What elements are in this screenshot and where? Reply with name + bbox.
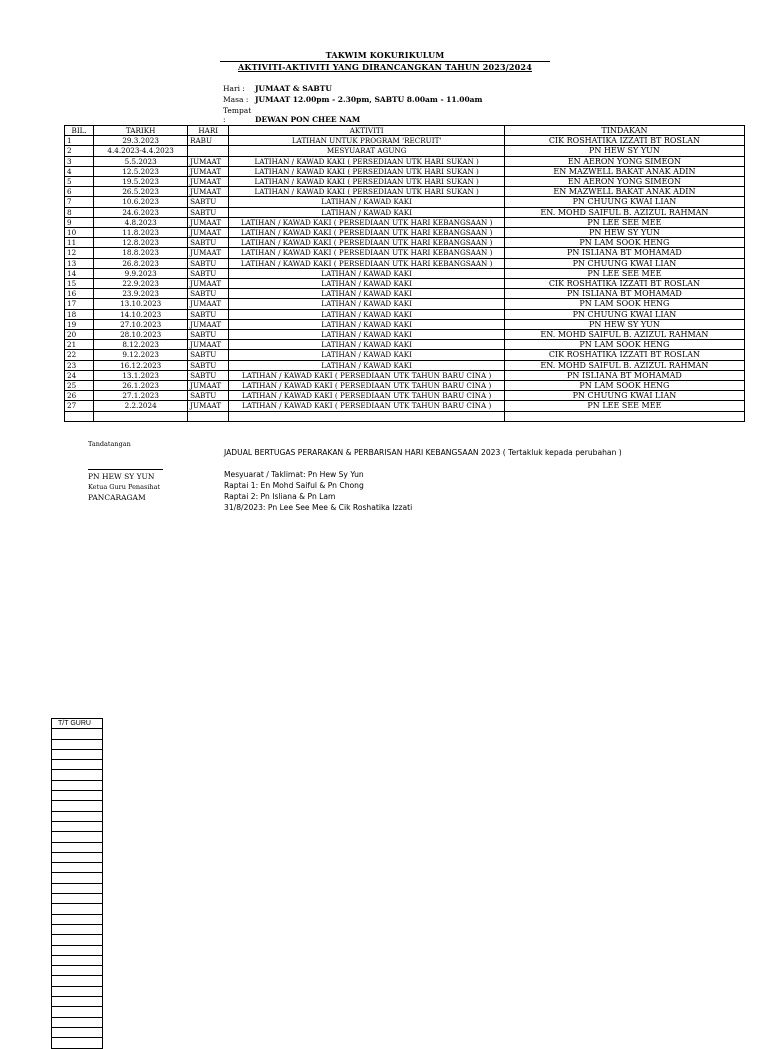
table-row	[65, 370, 745, 380]
tt-row	[52, 821, 103, 831]
cell-tarikh: 26.8.2023	[94, 258, 188, 268]
cell-hari: RABU	[188, 136, 229, 146]
table-row	[65, 146, 745, 156]
cell-tindakan: EN AERON YONG SIMEON	[504, 177, 744, 187]
cell-bil: 22	[65, 350, 94, 360]
cell-tindakan: PN HEW SY YUN	[504, 228, 744, 238]
info-masa-label: Masa :	[223, 95, 249, 104]
cell-hari: SABTU	[188, 238, 229, 248]
schedule-header-row	[65, 126, 745, 136]
tt-row	[52, 966, 103, 976]
cell-hari: JUMAAT	[188, 187, 229, 197]
tt-row	[52, 1038, 103, 1048]
tt-signature-cell[interactable]	[52, 945, 103, 955]
tt-signature-cell[interactable]	[52, 1027, 103, 1037]
cell-hari: SABTU	[188, 350, 229, 360]
cell-bil	[65, 411, 94, 421]
duty-roster-line: 31/8/2023: Pn Lee See Mee & Cik Roshatika Izzati	[224, 503, 413, 512]
cell-aktiviti: LATIHAN / KAWAD KAKI	[229, 268, 504, 278]
tt-signature-cell[interactable]	[52, 842, 103, 852]
cell-aktiviti: LATIHAN / KAWAD KAKI ( PERSEDIAAN UTK HARI KEBANGSAAN )	[229, 217, 504, 227]
cell-tarikh: 12.5.2023	[94, 166, 188, 176]
cell-tindakan: CIK ROSHATIKA IZZATI BT ROSLAN	[504, 136, 744, 146]
col-header-bil: BIL.	[65, 126, 94, 136]
tt-row	[52, 791, 103, 801]
table-row	[65, 136, 745, 146]
table-row	[65, 360, 745, 370]
tt-signature-cell[interactable]	[52, 780, 103, 790]
cell-hari: JUMAAT	[188, 279, 229, 289]
table-row	[65, 309, 745, 319]
tt-row	[52, 852, 103, 862]
table-row	[65, 177, 745, 187]
cell-tarikh: 9.9.2023	[94, 268, 188, 278]
tt-signature-cell[interactable]	[52, 729, 103, 739]
tt-signature-cell[interactable]	[52, 770, 103, 780]
tt-signature-cell[interactable]	[52, 852, 103, 862]
cell-bil: 4	[65, 166, 94, 176]
cell-bil: 19	[65, 319, 94, 329]
cell-tindakan: EN MAZWELL BAKAT ANAK ADIN	[504, 166, 744, 176]
tt-signature-cell[interactable]	[52, 966, 103, 976]
tt-row	[52, 811, 103, 821]
tt-header-row	[52, 719, 103, 729]
schedule-table	[64, 125, 745, 422]
cell-tarikh: 23.9.2023	[94, 289, 188, 299]
cell-aktiviti: LATIHAN / KAWAD KAKI ( PERSEDIAAN UTK HARI KEBANGSAAN )	[229, 248, 504, 258]
tt-row	[52, 863, 103, 873]
duty-roster-heading: JADUAL BERTUGAS PERARAKAN & PERBARISAN HARI KEBANGSAAN 2023 ( Tertakluk kepada perubahan )	[224, 448, 622, 457]
cell-tindakan: PN LAM SOOK HENG	[504, 238, 744, 248]
cell-hari: JUMAAT	[188, 177, 229, 187]
tt-signature-cell[interactable]	[52, 832, 103, 842]
tt-signature-cell[interactable]	[52, 997, 103, 1007]
cell-bil: 27	[65, 401, 94, 411]
cell-hari: SABTU	[188, 360, 229, 370]
table-row	[65, 299, 745, 309]
cell-tindakan: PN HEW SY YUN	[504, 319, 744, 329]
table-row	[65, 217, 745, 227]
cell-tarikh: 10.6.2023	[94, 197, 188, 207]
signature-role: Ketua Guru Penasihat	[88, 483, 161, 491]
cell-aktiviti: LATIHAN / KAWAD KAKI	[229, 279, 504, 289]
tt-row	[52, 770, 103, 780]
cell-bil: 3	[65, 156, 94, 166]
cell-aktiviti: LATIHAN / KAWAD KAKI ( PERSEDIAAN UTK TAHUN BARU CINA )	[229, 401, 504, 411]
tt-signature-cell[interactable]	[52, 791, 103, 801]
tt-signature-cell[interactable]	[52, 760, 103, 770]
cell-aktiviti: LATIHAN / KAWAD KAKI	[229, 299, 504, 309]
signature-unit: PANCARAGAM	[88, 493, 146, 502]
tt-row	[52, 760, 103, 770]
cell-tarikh: 26.1.2023	[94, 381, 188, 391]
table-row	[65, 228, 745, 238]
cell-tarikh: 13.10.2023	[94, 299, 188, 309]
signature-name: PN HEW SY YUN	[88, 472, 155, 481]
table-row	[65, 411, 745, 421]
cell-hari: JUMAAT	[188, 401, 229, 411]
cell-tindakan: CIK ROSHATIKA IZZATI BT ROSLAN	[504, 279, 744, 289]
cell-aktiviti: LATIHAN / KAWAD KAKI ( PERSEDIAAN UTK HARI SUKAN )	[229, 177, 504, 187]
cell-hari: JUMAAT	[188, 248, 229, 258]
info-hari	[223, 84, 332, 93]
tt-row	[52, 780, 103, 790]
tt-row	[52, 842, 103, 852]
cell-tindakan: PN ISLIANA BT MOHAMAD	[504, 370, 744, 380]
cell-tindakan: PN ISLIANA BT MOHAMAD	[504, 248, 744, 258]
cell-aktiviti: LATIHAN / KAWAD KAKI ( PERSEDIAAN UTK TAHUN BARU CINA )	[229, 370, 504, 380]
tt-signature-cell[interactable]	[52, 1038, 103, 1048]
cell-tindakan: PN CHUUNG KWAI LIAN	[504, 391, 744, 401]
cell-bil: 23	[65, 360, 94, 370]
cell-aktiviti: LATIHAN UNTUK PROGRAM 'RECRUIT'	[229, 136, 504, 146]
cell-aktiviti: LATIHAN / KAWAD KAKI	[229, 197, 504, 207]
cell-tarikh: 27.1.2023	[94, 391, 188, 401]
cell-tarikh: 11.8.2023	[94, 228, 188, 238]
info-tempat-label: Tempat :	[223, 106, 252, 124]
cell-tarikh: 18.8.2023	[94, 248, 188, 258]
cell-aktiviti: LATIHAN / KAWAD KAKI	[229, 319, 504, 329]
cell-bil: 2	[65, 146, 94, 156]
cell-tarikh: 9.12.2023	[94, 350, 188, 360]
cell-bil: 13	[65, 258, 94, 268]
tt-row	[52, 997, 103, 1007]
tt-row	[52, 945, 103, 955]
cell-hari: SABTU	[188, 258, 229, 268]
table-row	[65, 391, 745, 401]
cell-bil: 15	[65, 279, 94, 289]
tt-signature-cell[interactable]	[52, 986, 103, 996]
col-header-tindakan: TINDAKAN	[504, 126, 744, 136]
cell-hari: JUMAAT	[188, 299, 229, 309]
table-row	[65, 197, 745, 207]
cell-aktiviti: LATIHAN / KAWAD KAKI ( PERSEDIAAN UTK HARI SUKAN )	[229, 187, 504, 197]
cell-hari: SABTU	[188, 197, 229, 207]
cell-bil: 1	[65, 136, 94, 146]
signature-line	[88, 469, 163, 470]
cell-aktiviti: LATIHAN / KAWAD KAKI	[229, 350, 504, 360]
cell-bil: 26	[65, 391, 94, 401]
cell-aktiviti: MESYUARAT AGUNG	[229, 146, 504, 156]
cell-hari: SABTU	[188, 207, 229, 217]
cell-hari: JUMAAT	[188, 166, 229, 176]
table-row	[65, 279, 745, 289]
cell-hari	[188, 411, 229, 421]
cell-tarikh	[94, 411, 188, 421]
cell-aktiviti: LATIHAN / KAWAD KAKI	[229, 340, 504, 350]
document-subtitle: AKTIVITI-AKTIVITI YANG DIRANCANGKAN TAHUN 2023/2024	[238, 62, 532, 72]
tt-row	[52, 1027, 103, 1037]
table-row	[65, 156, 745, 166]
tt-row	[52, 976, 103, 986]
cell-aktiviti: LATIHAN / KAWAD KAKI ( PERSEDIAAN UTK TAHUN BARU CINA )	[229, 391, 504, 401]
document-title: TAKWIM KOKURIKULUM	[220, 50, 550, 62]
cell-tindakan: EN. MOHD SAIFUL B. AZIZUL RAHMAN	[504, 360, 744, 370]
tt-signature-cell[interactable]	[52, 935, 103, 945]
col-header-tarikh: TARIKH	[94, 126, 188, 136]
cell-hari: JUMAAT	[188, 156, 229, 166]
tt-row	[52, 729, 103, 739]
cell-aktiviti: LATIHAN / KAWAD KAKI ( PERSEDIAAN UTK HARI KEBANGSAAN )	[229, 258, 504, 268]
cell-bil: 21	[65, 340, 94, 350]
table-row	[65, 248, 745, 258]
cell-hari: SABTU	[188, 309, 229, 319]
cell-tindakan: EN. MOHD SAIFUL B. AZIZUL RAHMAN	[504, 330, 744, 340]
info-hari-label: Hari :	[223, 84, 245, 93]
cell-tindakan: CIK ROSHATIKA IZZATI BT ROSLAN	[504, 350, 744, 360]
tt-row	[52, 955, 103, 965]
cell-tindakan: PN LAM SOOK HENG	[504, 299, 744, 309]
cell-tarikh: 5.5.2023	[94, 156, 188, 166]
cell-tarikh: 4.4.2023-4.4.2023	[94, 146, 188, 156]
tt-signature-cell[interactable]	[52, 801, 103, 811]
cell-bil: 18	[65, 309, 94, 319]
cell-tindakan: PN ISLIANA BT MOHAMAD	[504, 289, 744, 299]
cell-tarikh: 29.3.2023	[94, 136, 188, 146]
cell-tindakan: PN CHUUNG KWAI LIAN	[504, 258, 744, 268]
cell-aktiviti: LATIHAN / KAWAD KAKI	[229, 330, 504, 340]
cell-tindakan: PN LEE SEE MEE	[504, 401, 744, 411]
cell-hari: JUMAAT	[188, 217, 229, 227]
tt-row	[52, 894, 103, 904]
tt-row	[52, 749, 103, 759]
cell-hari: JUMAAT	[188, 228, 229, 238]
cell-bil: 7	[65, 197, 94, 207]
cell-tarikh: 24.6.2023	[94, 207, 188, 217]
cell-bil: 20	[65, 330, 94, 340]
tt-row	[52, 935, 103, 945]
cell-aktiviti: LATIHAN / KAWAD KAKI ( PERSEDIAAN UTK HARI KEBANGSAAN )	[229, 228, 504, 238]
cell-aktiviti: LATIHAN / KAWAD KAKI	[229, 360, 504, 370]
cell-tarikh: 26.5.2023	[94, 187, 188, 197]
cell-tindakan: PN CHUUNG KWAI LIAN	[504, 309, 744, 319]
info-tempat	[223, 106, 360, 124]
cell-aktiviti: LATIHAN / KAWAD KAKI ( PERSEDIAAN UTK HARI KEBANGSAAN )	[229, 238, 504, 248]
tt-signature-cell[interactable]	[52, 873, 103, 883]
table-row	[65, 207, 745, 217]
table-row	[65, 401, 745, 411]
table-row	[65, 187, 745, 197]
col-header-aktiviti: AKTIVITI	[229, 126, 504, 136]
cell-bil: 12	[65, 248, 94, 258]
cell-hari: SABTU	[188, 370, 229, 380]
cell-bil: 24	[65, 370, 94, 380]
cell-tindakan: PN CHUUNG KWAI LIAN	[504, 197, 744, 207]
cell-tindakan: PN HEW SY YUN	[504, 146, 744, 156]
cell-tarikh: 28.10.2023	[94, 330, 188, 340]
tt-signature-cell[interactable]	[52, 904, 103, 914]
table-row	[65, 268, 745, 278]
cell-aktiviti: LATIHAN / KAWAD KAKI	[229, 207, 504, 217]
signature-label: Tandatangan	[88, 440, 131, 448]
tt-signature-cell[interactable]	[52, 914, 103, 924]
duty-roster-line: Raptai 1: En Mohd Saiful & Pn Chong	[224, 481, 364, 490]
table-row	[65, 330, 745, 340]
tt-signature-cell[interactable]	[52, 739, 103, 749]
cell-aktiviti: LATIHAN / KAWAD KAKI	[229, 289, 504, 299]
tt-signature-cell[interactable]	[52, 883, 103, 893]
tt-row	[52, 1007, 103, 1017]
cell-hari	[188, 146, 229, 156]
tt-row	[52, 883, 103, 893]
cell-hari: JUMAAT	[188, 340, 229, 350]
cell-bil: 9	[65, 217, 94, 227]
cell-tarikh: 14.10.2023	[94, 309, 188, 319]
cell-hari: SABTU	[188, 391, 229, 401]
cell-bil: 11	[65, 238, 94, 248]
table-row	[65, 289, 745, 299]
info-masa	[223, 95, 482, 104]
cell-tindakan	[504, 411, 744, 421]
table-row	[65, 238, 745, 248]
cell-aktiviti	[229, 411, 504, 421]
cell-bil: 14	[65, 268, 94, 278]
tt-row	[52, 801, 103, 811]
table-row	[65, 319, 745, 329]
cell-hari: JUMAAT	[188, 319, 229, 329]
cell-bil: 16	[65, 289, 94, 299]
cell-hari: SABTU	[188, 289, 229, 299]
cell-tindakan: PN LEE SEE MEE	[504, 268, 744, 278]
cell-tindakan: PN LEE SEE MEE	[504, 217, 744, 227]
teacher-signature-table	[51, 718, 103, 1049]
cell-tindakan: PN LAM SOOK HENG	[504, 340, 744, 350]
table-row	[65, 166, 745, 176]
cell-hari: JUMAAT	[188, 381, 229, 391]
cell-tarikh: 13.1.2023	[94, 370, 188, 380]
col-header-hari: HARI	[188, 126, 229, 136]
tt-row	[52, 904, 103, 914]
cell-hari: SABTU	[188, 330, 229, 340]
cell-tarikh: 16.12.2023	[94, 360, 188, 370]
tt-row	[52, 873, 103, 883]
cell-tarikh: 22.9.2023	[94, 279, 188, 289]
cell-tindakan: EN MAZWELL BAKAT ANAK ADIN	[504, 187, 744, 197]
table-row	[65, 350, 745, 360]
tt-row	[52, 832, 103, 842]
duty-roster-line: Mesyuarat / Taklimat: Pn Hew Sy Yun	[224, 470, 364, 479]
duty-roster-line: Raptai 2: Pn Isliana & Pn Lam	[224, 492, 336, 501]
cell-tarikh: 4.8.2023	[94, 217, 188, 227]
tt-row	[52, 914, 103, 924]
cell-tarikh: 2.2.2024	[94, 401, 188, 411]
tt-row	[52, 739, 103, 749]
tt-signature-cell[interactable]	[52, 821, 103, 831]
info-hari-value: JUMAAT & SABTU	[255, 84, 332, 93]
cell-aktiviti: LATIHAN / KAWAD KAKI ( PERSEDIAAN UTK HARI SUKAN )	[229, 166, 504, 176]
tt-signature-cell[interactable]	[52, 976, 103, 986]
tt-signature-cell[interactable]	[52, 955, 103, 965]
table-row	[65, 258, 745, 268]
cell-tindakan: EN AERON YONG SIMEON	[504, 156, 744, 166]
tt-row	[52, 1017, 103, 1027]
cell-tarikh: 8.12.2023	[94, 340, 188, 350]
info-tempat-value: DEWAN PON CHEE NAM	[255, 115, 361, 124]
tt-row	[52, 924, 103, 934]
cell-bil: 5	[65, 177, 94, 187]
cell-tarikh: 12.8.2023	[94, 238, 188, 248]
cell-bil: 17	[65, 299, 94, 309]
info-masa-value: JUMAAT 12.00pm - 2.30pm, SABTU 8.00am - 11.00am	[255, 95, 483, 104]
table-row	[65, 340, 745, 350]
tt-signature-cell[interactable]	[52, 1007, 103, 1017]
tt-signature-cell[interactable]	[52, 863, 103, 873]
cell-bil: 10	[65, 228, 94, 238]
table-row	[65, 381, 745, 391]
cell-tarikh: 27.10.2023	[94, 319, 188, 329]
tt-row	[52, 986, 103, 996]
tt-signature-cell[interactable]	[52, 811, 103, 821]
tt-signature-cell[interactable]	[52, 894, 103, 904]
cell-bil: 25	[65, 381, 94, 391]
cell-tindakan: EN. MOHD SAIFUL B. AZIZUL RAHMAN	[504, 207, 744, 217]
cell-hari: SABTU	[188, 268, 229, 278]
cell-aktiviti: LATIHAN / KAWAD KAKI ( PERSEDIAAN UTK HARI SUKAN )	[229, 156, 504, 166]
tt-signature-cell[interactable]	[52, 924, 103, 934]
cell-tarikh: 19.5.2023	[94, 177, 188, 187]
cell-bil: 6	[65, 187, 94, 197]
tt-signature-cell[interactable]	[52, 749, 103, 759]
tt-header: T/T GURU	[52, 719, 103, 729]
cell-aktiviti: LATIHAN / KAWAD KAKI ( PERSEDIAAN UTK TAHUN BARU CINA )	[229, 381, 504, 391]
tt-signature-cell[interactable]	[52, 1017, 103, 1027]
cell-bil: 8	[65, 207, 94, 217]
cell-aktiviti: LATIHAN / KAWAD KAKI	[229, 309, 504, 319]
cell-tindakan: PN LAM SOOK HENG	[504, 381, 744, 391]
